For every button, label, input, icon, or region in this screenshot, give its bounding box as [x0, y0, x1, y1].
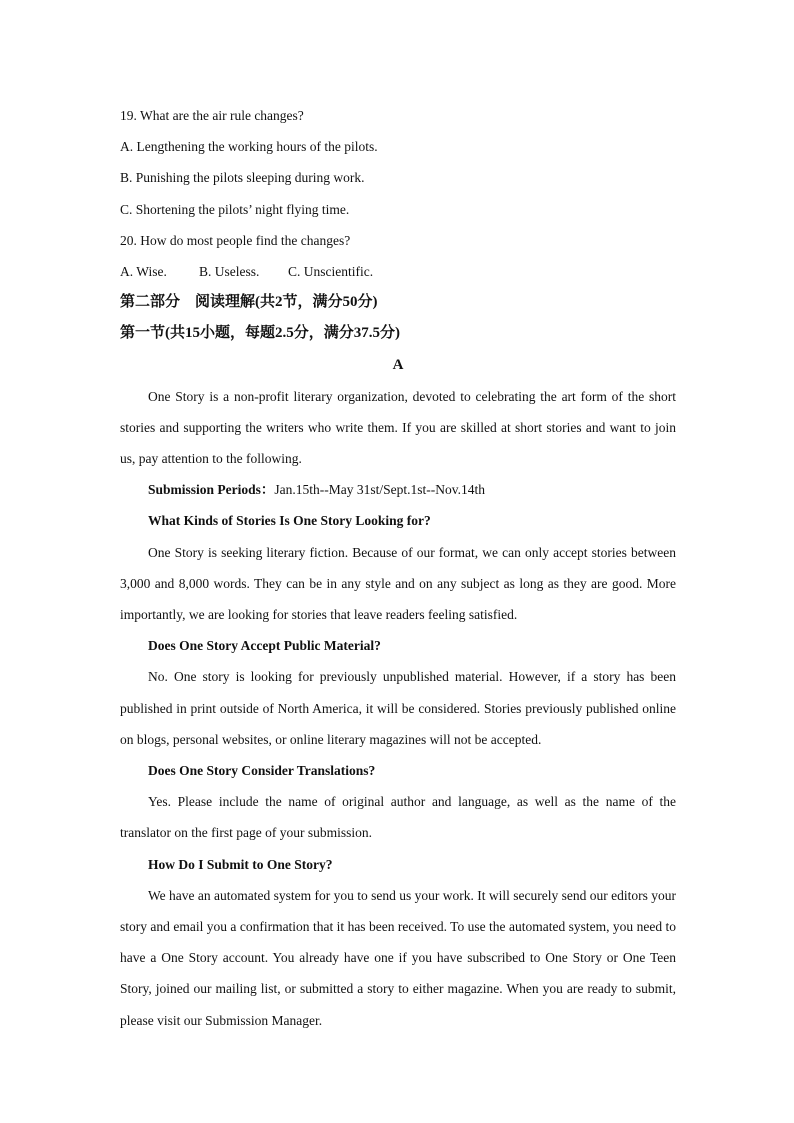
paragraph-translations: Yes. Please include the name of original author and language, as well as the name of the translator on the first page of your submission. — [120, 794, 676, 841]
submission-periods — [120, 474, 676, 505]
subheading-kinds-of-stories: What Kinds of Stories Is One Story Looking for? — [148, 513, 431, 529]
question-20-option-a: A. Wise. — [120, 263, 167, 279]
submission-value: Jan.15th--May 31st/Sept.1st--Nov.14th — [274, 482, 486, 498]
question-19-stem: 19. What are the air rule changes? — [120, 108, 304, 123]
question-20-stem: 20. How do most people find the changes? — [120, 232, 351, 248]
paragraph-public-material: No. One story is looking for previously unpublished material. However, if a story has been published in print outside of North America, it will be considered. Stories previously published online on blogs, personal websites, or online literary magazines will not be accepted. — [120, 669, 676, 747]
exam-page — [120, 100, 676, 1036]
question-19-option-c: C. Shortening the pilots’ night flying time. — [120, 201, 350, 217]
subheading-translations: Does One Story Consider Translations? — [148, 763, 376, 779]
part-title: 第二部分 阅读理解(共2节，满分50分) — [120, 294, 378, 311]
subsection-title: 第一节(共15小题，每题2.5分，满分37.5分) — [120, 325, 400, 342]
passage-intro: One Story is a non-profit literary organization, devoted to celebrating the art form of the short stories and supporting the writers who write them. If you are skilled at short stories and want to join us, pay attention to the following. — [120, 388, 676, 467]
question-20-option-c: C. Unscientific. — [288, 263, 374, 279]
question-19-option-a: A. Lengthening the working hours of the pilots. — [120, 139, 378, 155]
subheading-public-material: Does One Story Accept Public Material? — [148, 638, 381, 654]
paragraph-how-to-submit: We have an automated system for you to send us your work. It will securely send our editors your story and email you a confirmation that it has been received. To use the automated system, you need to have a One Story account. You already have one if you have subscribed to One Story or One Teen Story, joined our mailing list, or submitted a story to either magazine. When you are ready to submit, please visit our Submission Manager. — [120, 887, 676, 1028]
question-20-options — [120, 256, 676, 287]
subheading-how-to-submit: How Do I Submit to One Story? — [148, 856, 333, 872]
question-19-option-b: B. Punishing the pilots sleeping during work. — [120, 170, 365, 186]
paragraph-kinds-of-stories: One Story is seeking literary fiction. Because of our format, we can only accept stories between 3,000 and 8,000 words. They can be in any style and on any subject as long as they are good. More importantly, we are looking for stories that leave readers feeling satisfied. — [120, 544, 676, 623]
submission-label: Submission Periods： — [148, 482, 275, 498]
passage-letter: A — [392, 356, 404, 373]
question-20-option-b: B. Useless. — [199, 263, 260, 279]
